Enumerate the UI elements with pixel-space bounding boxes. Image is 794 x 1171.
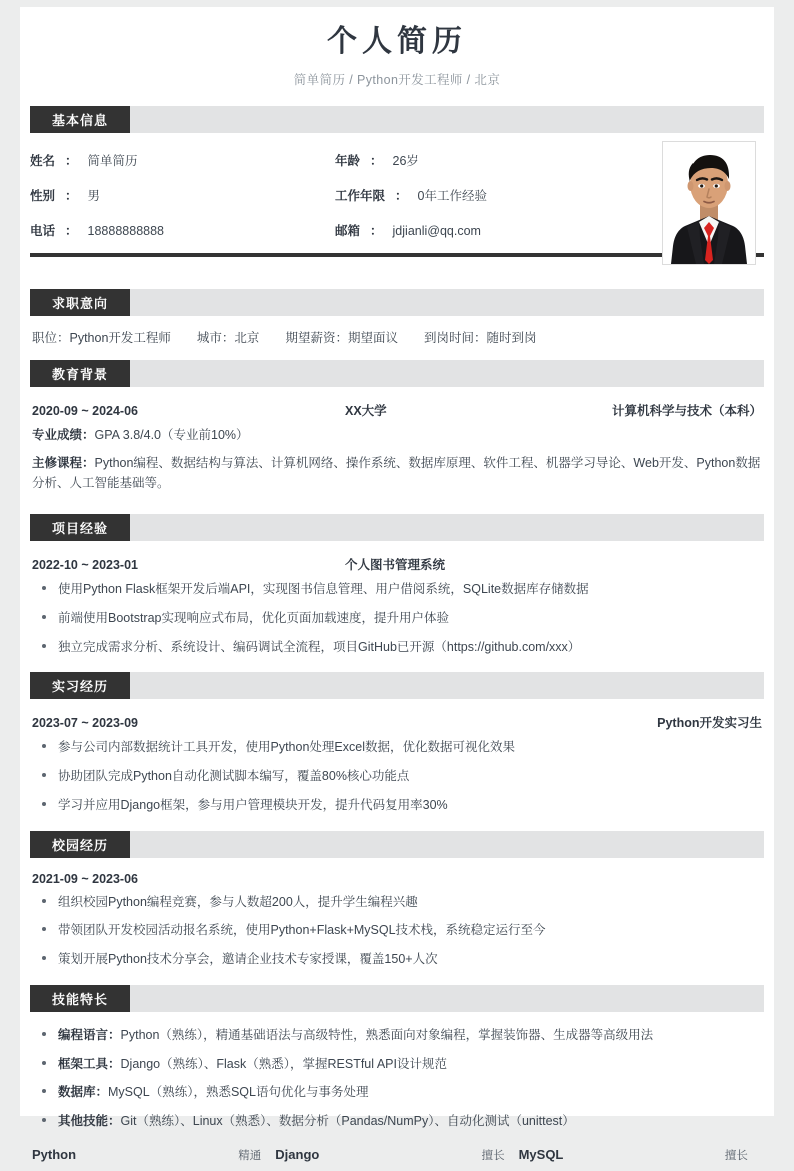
field-experience	[335, 186, 487, 204]
internship-bullet-list	[30, 738, 764, 814]
skill-rating-item	[32, 1147, 275, 1163]
campus-date: 2021-09 ~ 2023-06	[32, 871, 138, 886]
section-header-internship	[30, 672, 764, 699]
field-name-colon: ：	[65, 154, 78, 168]
education-courses-label: 主修课程：	[32, 456, 95, 471]
basic-info-block	[30, 133, 764, 285]
list-item	[30, 921, 764, 940]
section-header-education	[30, 360, 764, 387]
list-item	[30, 767, 764, 786]
field-email-colon: ：	[370, 224, 383, 238]
intention-salary: 期望薪资：期望面议	[285, 331, 398, 345]
intention-position: 职位：Python开发工程师	[32, 331, 171, 345]
section-header-skills	[30, 985, 764, 1012]
campus-bullet-list	[30, 893, 764, 969]
section-bar-filler	[130, 985, 764, 1012]
resume-page	[20, 7, 774, 1162]
education-courses-line	[30, 454, 764, 493]
education-date: 2020-09 ~ 2024-06	[32, 404, 138, 418]
internship-bullet-text: 参与公司内部数据统计工具开发，使用Python处理Excel数据，优化数据可视化效果	[58, 740, 515, 755]
field-gender-colon: ：	[65, 189, 78, 203]
project-bullet-list	[30, 580, 764, 656]
field-phone-label: 电话	[30, 224, 56, 238]
basic-info-row	[30, 151, 650, 169]
campus-bullet-text: 策划开展Python技术分享会，邀请企业技术专家授课，覆盖150+人次	[58, 952, 438, 967]
field-age	[335, 151, 419, 169]
skills-block	[30, 1012, 764, 1171]
page-title: 个人简历	[327, 25, 467, 58]
basic-info-row	[30, 186, 650, 204]
list-item	[30, 796, 764, 815]
list-item	[30, 580, 764, 599]
campus-bullet-text: 带领团队开发校园活动报名系统，使用Python+Flask+MySQL技术栈，系统稳定运行至今	[58, 923, 546, 938]
skill-rating-level: 擅长	[724, 1149, 748, 1162]
education-gpa-line	[30, 426, 764, 445]
field-experience-colon: ：	[395, 189, 408, 203]
project-bullet-text: 使用Python Flask框架开发后端API，实现图书信息管理、用户借阅系统，SQLite数据库存储数据	[58, 582, 589, 597]
skill-category-text: Python（熟练），精通基础语法与高级特性，熟悉面向对象编程，掌握装饰器、生成器等高级用法	[120, 1027, 654, 1042]
portrait-photo-icon	[663, 142, 755, 264]
project-name: 个人图书管理系统	[345, 558, 446, 573]
field-email-value: jdjianli@qq.com	[392, 224, 481, 238]
job-intention-block	[30, 316, 764, 356]
field-gender	[30, 186, 335, 204]
campus-bullet-text: 组织校园Python编程竞赛，参与人数超200人，提升学生编程兴趣	[58, 894, 418, 909]
project-entry	[30, 541, 764, 668]
internship-date: 2023-07 ~ 2023-09	[32, 716, 138, 731]
education-entry	[30, 387, 764, 510]
list-item	[30, 1026, 764, 1045]
campus-entry	[30, 858, 764, 981]
internship-entry-header	[30, 713, 764, 731]
field-name	[30, 151, 335, 169]
internship-bullet-text: 协助团队完成Python自动化测试脚本编写，覆盖80%核心功能点	[58, 769, 410, 784]
document-header	[30, 7, 764, 102]
field-email	[335, 221, 481, 239]
section-label-education: 教育背景	[30, 360, 130, 387]
intention-city: 城市：北京	[196, 331, 260, 345]
education-major: 计算机科学与技术（本科）	[611, 404, 762, 418]
field-age-value: 26岁	[392, 154, 419, 168]
education-courses-value: Python编程、数据结构与算法、计算机网络、操作系统、数据库原理、软件工程、机器学习导论、Web开发、Python数据分析、人工智能基础等。	[32, 456, 761, 490]
field-gender-label: 性别	[30, 189, 56, 203]
section-label-project: 项目经验	[30, 514, 130, 541]
field-email-label: 邮箱	[335, 224, 361, 238]
skill-rating-level: 精通	[238, 1149, 262, 1162]
field-name-label: 姓名	[30, 154, 56, 168]
list-item	[30, 638, 764, 657]
section-divider	[30, 253, 764, 257]
skill-rating-row	[30, 1135, 764, 1163]
basic-info-row	[30, 221, 650, 239]
skill-category-label: 其他技能：	[58, 1114, 121, 1129]
section-header-basic-info	[30, 106, 764, 133]
field-experience-label: 工作年限	[335, 189, 386, 203]
section-label-internship: 实习经历	[30, 672, 130, 699]
page-subtitle: 简单简历 / Python开发工程师 / 北京	[293, 73, 501, 87]
skill-category-text: MySQL（熟练），熟悉SQL语句优化与事务处理	[108, 1085, 369, 1100]
list-item	[30, 738, 764, 757]
list-item	[30, 1083, 764, 1102]
project-entry-header	[30, 555, 764, 573]
campus-entry-header	[30, 872, 764, 886]
list-item	[30, 950, 764, 969]
section-bar-filler	[130, 831, 764, 858]
internship-role: Python开发实习生	[657, 716, 762, 731]
skill-rating-level: 擅长	[481, 1149, 505, 1162]
section-label-skills: 技能特长	[30, 985, 130, 1012]
section-label-job-intention: 求职意向	[30, 289, 130, 316]
skill-rating-name: Django	[275, 1146, 320, 1162]
field-age-colon: ：	[370, 154, 383, 168]
field-age-label: 年龄	[335, 154, 361, 168]
education-gpa-label: 专业成绩：	[32, 428, 95, 442]
skill-category-label: 编程语言：	[58, 1027, 121, 1042]
skill-category-label: 数据库：	[58, 1085, 109, 1100]
skill-rating-name: Python	[32, 1146, 77, 1162]
section-bar-filler	[130, 106, 764, 133]
project-bullet-text: 前端使用Bootstrap实现响应式布局，优化页面加载速度，提升用户体验	[58, 610, 450, 625]
intention-onboard: 到岗时间：随时到岗	[423, 331, 537, 345]
section-label-basic-info: 基本信息	[30, 106, 130, 133]
field-phone-value: 18888888888	[87, 224, 165, 238]
section-bar-filler	[130, 672, 764, 699]
skill-rating-item	[275, 1147, 518, 1163]
section-bar-filler	[130, 360, 764, 387]
section-bar-filler	[130, 514, 764, 541]
education-entry-header	[30, 401, 764, 419]
skill-category-text: Django（熟练）、Flask（熟悉），掌握RESTful API设计规范	[120, 1056, 447, 1071]
project-date: 2022-10 ~ 2023-01	[32, 558, 138, 573]
internship-bullet-text: 学习并应用Django框架，参与用户管理模块开发，提升代码复用率30%	[58, 797, 448, 812]
skills-bullet-list	[30, 1026, 764, 1131]
section-header-campus	[30, 831, 764, 858]
field-name-value: 简单简历	[87, 154, 138, 168]
field-gender-value: 男	[87, 189, 101, 203]
section-label-campus: 校园经历	[30, 831, 130, 858]
section-header-project	[30, 514, 764, 541]
education-gpa-value: GPA 3.8/4.0（专业前10%）	[94, 428, 249, 442]
list-item	[30, 893, 764, 912]
project-bullet-text: 独立完成需求分析、系统设计、编码调试全流程，项目GitHub已开源（https://github.com/xxx）	[58, 639, 581, 654]
skill-rating-name: MySQL	[518, 1146, 564, 1162]
section-header-job-intention	[30, 289, 764, 316]
skill-category-label: 框架工具：	[58, 1056, 121, 1071]
avatar	[662, 141, 756, 265]
education-school: XX大学	[345, 404, 387, 418]
skill-rating-item	[519, 1147, 762, 1163]
skill-category-text: Git（熟练）、Linux（熟悉）、数据分析（Pandas/NumPy）、自动化测试（unittest）	[120, 1114, 575, 1129]
internship-entry	[30, 699, 764, 826]
section-bar-filler	[130, 289, 764, 316]
list-item	[30, 1055, 764, 1074]
list-item	[30, 609, 764, 628]
field-phone-colon: ：	[65, 224, 78, 238]
field-experience-value: 0年工作经验	[417, 189, 487, 203]
list-item	[30, 1112, 764, 1131]
basic-info-grid	[30, 151, 650, 239]
field-phone	[30, 221, 335, 239]
